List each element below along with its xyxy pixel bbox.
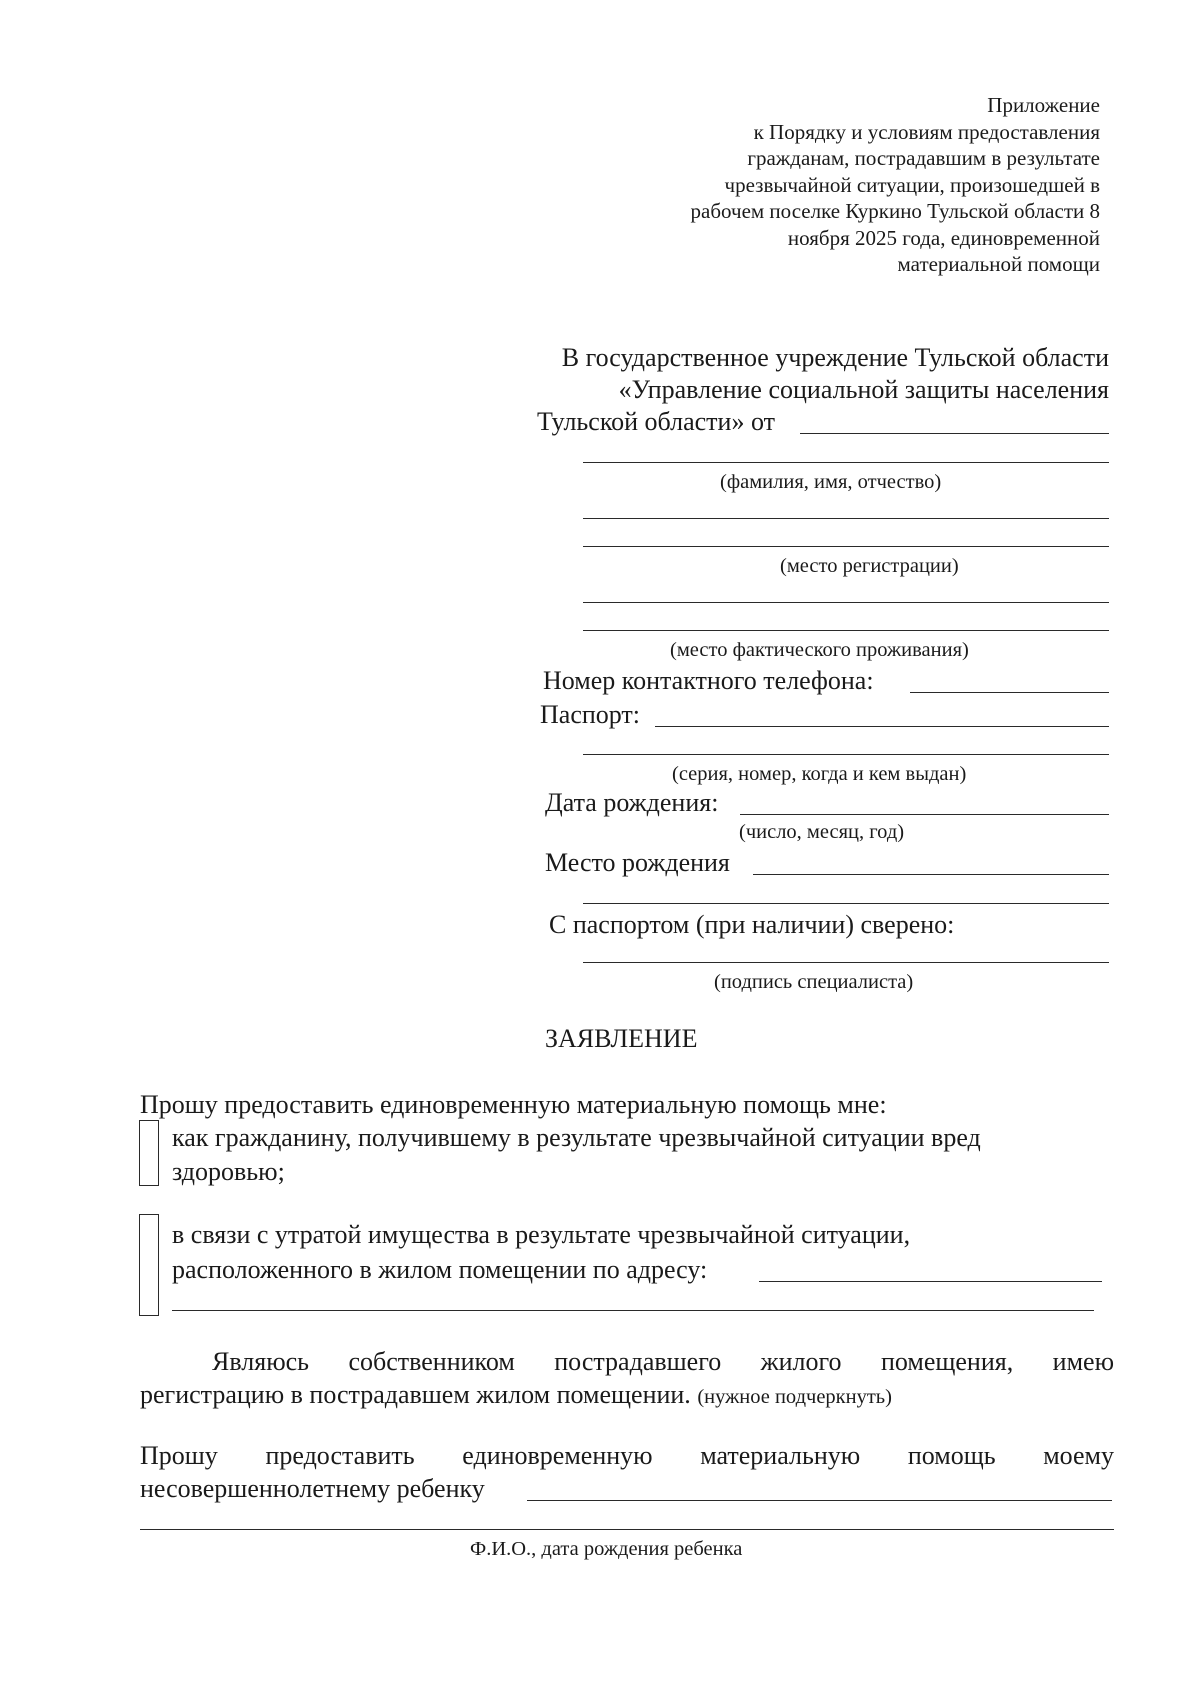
specialist-signature-field[interactable]	[583, 962, 1109, 963]
annex-line: Приложение	[987, 93, 1100, 117]
annex-header	[691, 92, 1100, 278]
registration-field[interactable]	[583, 518, 1109, 519]
annex-line: материальной помощи	[897, 252, 1100, 276]
birth-date-label: Дата рождения:	[545, 788, 719, 817]
birth-place-field[interactable]	[753, 874, 1109, 875]
property-address-field-2[interactable]	[172, 1310, 1094, 1311]
annex-line: чрезвычайной ситуации, произошедшей в	[724, 172, 1100, 197]
child-line-2: несовершеннолетнему ребенку	[140, 1474, 485, 1503]
addressee-line-3: Тульской области» от	[537, 407, 775, 436]
property-address-field[interactable]	[759, 1281, 1102, 1282]
child-info-field[interactable]	[527, 1500, 1112, 1501]
phone-field[interactable]	[910, 692, 1109, 693]
residence-caption: (место фактического проживания)	[670, 639, 969, 661]
option-health-line-2: здоровью;	[172, 1157, 285, 1186]
owner-note: (нужное подчеркнуть)	[697, 1386, 892, 1408]
health-damage-checkbox[interactable]	[139, 1120, 159, 1186]
option-property-line-2: расположенного в жилом помещении по адресу:	[172, 1255, 708, 1284]
birth-date-caption: (число, месяц, год)	[739, 821, 905, 843]
option-property-line-1: в связи с утратой имущества в результате чрезвычайной ситуации,	[172, 1220, 911, 1249]
birth-place-field-2[interactable]	[583, 903, 1109, 904]
birth-date-field[interactable]	[740, 814, 1109, 815]
owner-line-2	[140, 1382, 892, 1408]
addressee-line-1: В государственное учреждение Тульской области	[561, 343, 1109, 372]
passport-caption: (серия, номер, когда и кем выдан)	[672, 763, 967, 785]
fio-caption: (фамилия, имя, отчество)	[720, 471, 942, 493]
child-caption: Ф.И.О., дата рождения ребенка	[470, 1538, 743, 1560]
passport-field[interactable]	[655, 726, 1109, 727]
passport-label: Паспорт:	[540, 700, 641, 729]
addressee-line-2: «Управление социальной защиты населения	[618, 375, 1109, 404]
registration-field-2[interactable]	[583, 546, 1109, 547]
request-intro: Прошу предоставить единовременную материальную помощь мне:	[140, 1090, 887, 1119]
birth-place-label: Место рождения	[545, 848, 730, 877]
phone-label: Номер контактного телефона:	[543, 666, 874, 695]
signature-caption: (подпись специалиста)	[714, 971, 914, 993]
owner-line-1: Являюсь собственником пострадавшего жилого помещения, имею	[212, 1347, 1114, 1376]
annex-line: гражданам, пострадавшим в результате	[747, 146, 1100, 170]
verified-label: С паспортом (при наличии) сверено:	[549, 910, 955, 939]
applicant-name-field-2[interactable]	[583, 462, 1109, 463]
residence-field-2[interactable]	[583, 630, 1109, 631]
passport-field-2[interactable]	[583, 754, 1109, 755]
annex-line: рабочем поселке Куркино Тульской области 8	[690, 199, 1100, 223]
child-info-field-2[interactable]	[140, 1529, 1114, 1530]
applicant-name-field[interactable]	[800, 433, 1109, 434]
registration-caption: (место регистрации)	[780, 555, 959, 577]
residence-field[interactable]	[583, 602, 1109, 603]
child-line-1: Прошу предоставить единовременную материальную помощь моему	[140, 1441, 1114, 1470]
annex-line: к Порядку и условиям предоставления	[753, 119, 1100, 144]
owner-registration-text: регистрацию в пострадавшем жилом помещении.	[140, 1380, 691, 1409]
option-health-line-1: как гражданину, получившему в результате чрезвычайной ситуации вред	[172, 1123, 981, 1152]
property-loss-checkbox[interactable]	[139, 1214, 159, 1316]
annex-line: ноября 2025 года, единовременной	[787, 225, 1100, 250]
statement-title: ЗАЯВЛЕНИЕ	[545, 1024, 698, 1053]
